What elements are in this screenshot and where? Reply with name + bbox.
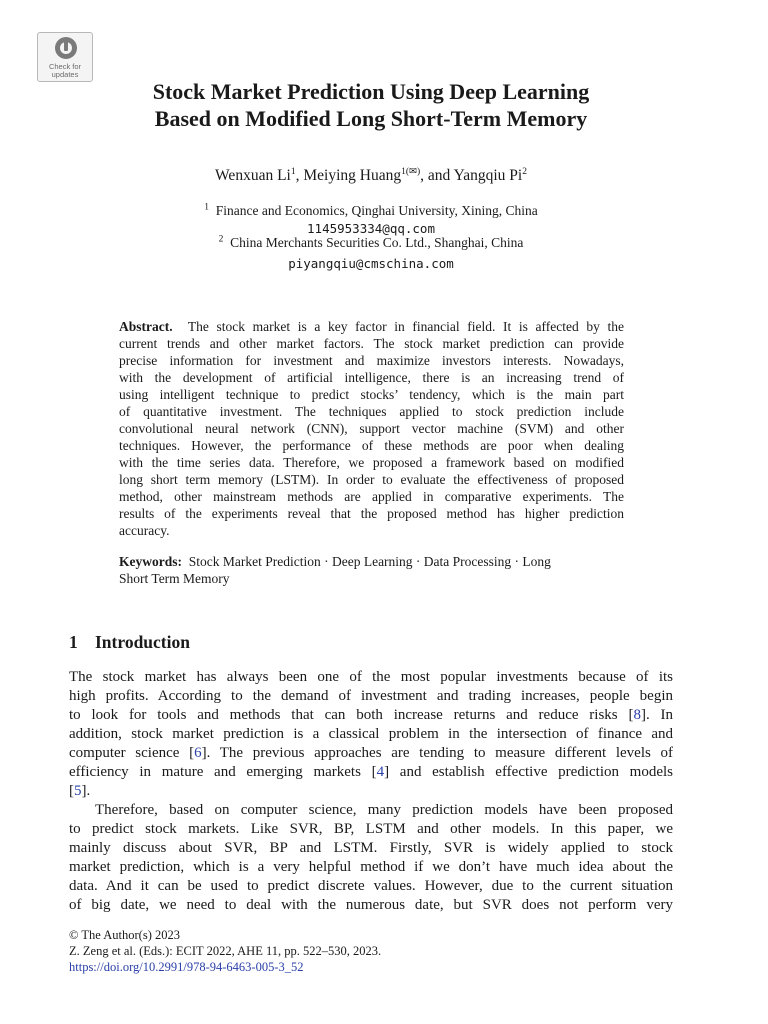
body-line: [5]. bbox=[69, 783, 91, 799]
intro-paragraph-2 bbox=[69, 801, 673, 915]
corresponding-author-mark: 1(✉) bbox=[401, 166, 421, 177]
affiliation-text: Finance and Economics, Qinghai University, Xining, China bbox=[215, 203, 538, 218]
abstract-label: Abstract. bbox=[119, 319, 173, 334]
section-title: Introduction bbox=[95, 632, 190, 652]
author-affiliation-mark: 1 bbox=[290, 166, 296, 177]
update-icon bbox=[55, 37, 77, 59]
affiliation-number: 2 bbox=[218, 234, 224, 245]
body-line: of big date, we need to deal with the numerous date, but SVR does not perform very bbox=[69, 897, 673, 913]
body-line: high profits. According to the demand of investment and trading increases, people begin bbox=[69, 688, 673, 704]
abstract-line: Abstract. The stock market is a key factor in financial field. It is affected by the bbox=[119, 319, 625, 334]
citation-link[interactable]: 5 bbox=[74, 783, 82, 799]
body-line: mainly discuss about SVR, BP and LSTM. Firstly, SVR is widely applied to stock bbox=[69, 840, 673, 856]
abstract bbox=[119, 318, 624, 539]
check-for-updates-badge[interactable] bbox=[37, 32, 93, 82]
citation-link[interactable]: 6 bbox=[194, 745, 202, 761]
abstract-line: method, other mainstream methods are applied in comparative experiments. The bbox=[119, 489, 624, 504]
abstract-line: results of the experiments reveal that the proposed method has higher prediction bbox=[119, 506, 624, 521]
doi-link[interactable]: https://doi.org/10.2991/978-94-6463-005-3_52 bbox=[69, 960, 304, 974]
abstract-line: using intelligent technique to predict stocks’ tendency, which is the main part bbox=[119, 387, 624, 402]
affiliation-1 bbox=[0, 203, 742, 219]
abstract-line: precise information for investment and maximize investors interests. Nowadays, bbox=[119, 353, 624, 368]
citation-line: Z. Zeng et al. (Eds.): ECIT 2022, AHE 11, pp. 522–530, 2023. bbox=[69, 944, 382, 958]
keywords-line: Keywords: Stock Market Prediction · Deep Learning · Data Processing · Long bbox=[119, 554, 551, 569]
paper-title-line2: Based on Modified Long Short-Term Memory bbox=[154, 106, 588, 131]
author-name: and Yangqiu Pi bbox=[427, 167, 523, 184]
badge-label-line1: Check for bbox=[48, 62, 82, 71]
abstract-line: long short term memory (LSTM). In order to evaluate the effectiveness of proposed bbox=[119, 472, 624, 487]
abstract-line: current trends and other market factors. The stock market prediction can provide bbox=[119, 336, 624, 351]
abstract-line: of quantitative investment. The techniques applied to stock prediction include bbox=[119, 404, 624, 419]
keywords-line: Short Term Memory bbox=[119, 571, 230, 586]
body-line: addition, stock market prediction is a classical problem in the intersection of finance and bbox=[69, 726, 673, 742]
keywords-label: Keywords: bbox=[119, 554, 182, 569]
author-email[interactable]: piyangqiu@cmschina.com bbox=[288, 256, 454, 271]
affiliation-number: 1 bbox=[204, 202, 210, 213]
body-line: to predict stock markets. Like SVR, BP, LSTM and other models. In this paper, we bbox=[69, 821, 673, 837]
body-line: market prediction, which is a very helpful method if we don’t have much idea about the bbox=[69, 859, 673, 875]
abstract-line: with the development of artificial intelligence, there is an increasing trend of bbox=[119, 370, 624, 385]
author-affiliation-mark: 2 bbox=[522, 166, 527, 177]
body-line: efficiency in mature and emerging markets [4] and establish effective prediction models bbox=[69, 764, 673, 780]
keywords bbox=[119, 553, 624, 587]
paper-title-line1: Stock Market Prediction Using Deep Learning bbox=[152, 79, 590, 104]
section-heading bbox=[69, 632, 190, 653]
body-line: Therefore, based on computer science, many prediction models have been proposed bbox=[95, 802, 673, 818]
copyright-line: © The Author(s) 2023 bbox=[69, 928, 180, 942]
section-number: 1 bbox=[69, 632, 78, 652]
author-email[interactable]: 1145953334@qq.com bbox=[307, 221, 435, 236]
body-line: data. And it can be used to predict discrete values. However, due to the current situation bbox=[69, 878, 673, 894]
author-list: Wenxuan Li$^1$, Meiying Huang$^{1(✉)}$, and Yangqiu Pi$^2$ bbox=[215, 166, 527, 184]
author-name: Meiying Huang bbox=[303, 167, 402, 184]
abstract-line: techniques. However, the performance of these methods are poor when dealing bbox=[119, 438, 624, 453]
citation-link[interactable]: 8 bbox=[633, 707, 641, 723]
body-line: computer science [6]. The previous approaches are tending to measure different levels of bbox=[69, 745, 673, 761]
body-line: The stock market has always been one of the most popular investments because of its bbox=[69, 669, 673, 685]
badge-label-line2: updates bbox=[51, 70, 79, 79]
abstract-line: convolutional neural network (CNN), support vector machine (SVM) and other bbox=[119, 421, 624, 436]
abstract-line: accuracy. bbox=[119, 523, 170, 538]
citation-link[interactable]: 4 bbox=[376, 764, 385, 780]
intro-paragraph-1 bbox=[69, 668, 673, 801]
affiliation-2 bbox=[0, 235, 742, 251]
affiliation-text: China Merchants Securities Co. Ltd., Shanghai, China bbox=[230, 235, 524, 250]
abstract-line: with the time series data. Therefore, we proposed a framework based on modified bbox=[119, 455, 624, 470]
body-line: to look for tools and methods that can both increase returns and reduce risks [8]. In bbox=[69, 707, 673, 723]
author-name: Wenxuan Li bbox=[215, 167, 291, 184]
